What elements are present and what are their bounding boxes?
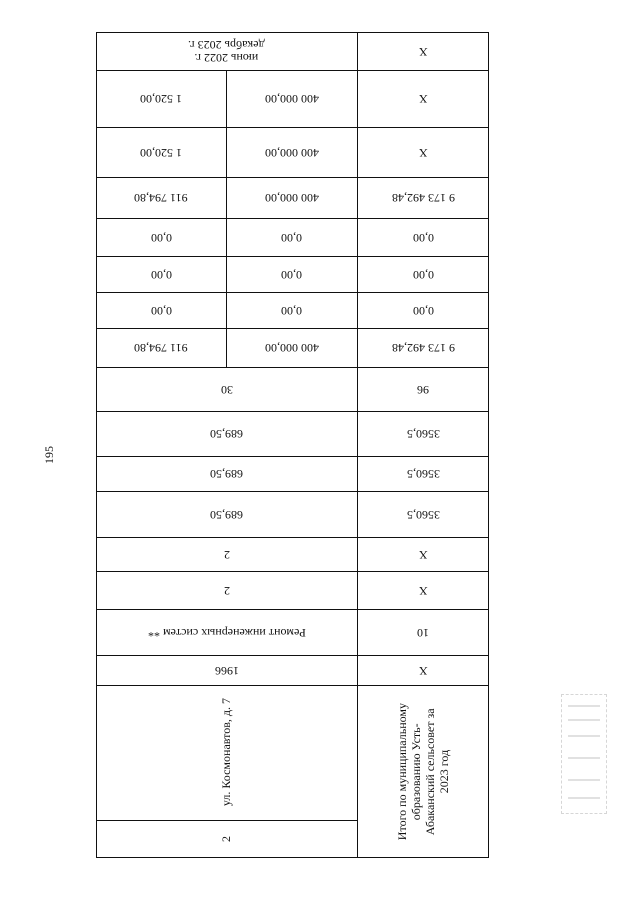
cell-text: 911 794,80 <box>134 191 188 205</box>
funds-region-budget <box>226 256 357 292</box>
cell-text: 0,00 <box>150 303 172 318</box>
cell-text: 1966 <box>214 663 239 678</box>
year-total <box>357 655 489 685</box>
cell-text: 3560,5 <box>406 467 440 481</box>
cell-text: 30 <box>220 382 233 397</box>
page-number <box>38 440 60 470</box>
cost-per-m2-other <box>96 70 226 127</box>
funds-total-other <box>96 177 226 218</box>
cell-text: 689,50 <box>210 427 243 441</box>
number-text: 2 <box>219 836 233 842</box>
year-value <box>96 655 357 685</box>
cell-text: 1 520,00 <box>140 145 182 160</box>
cell-text: X <box>418 145 428 160</box>
limit-cost-budget <box>226 127 357 177</box>
cell-text: 400 000,00 <box>264 145 319 160</box>
funds-fund-other <box>96 218 226 256</box>
funds-owners-budget <box>226 328 357 367</box>
cell-text: 689,50 <box>210 507 243 522</box>
cell-text: 2 <box>223 547 230 562</box>
area-owned-value <box>96 491 357 537</box>
address-text: ул. Космонавтов, д. 7 <box>219 698 233 807</box>
cell-text: 9 173 492,48 <box>391 191 455 205</box>
floors-value <box>96 571 357 609</box>
cell-text: 0,00 <box>281 303 302 318</box>
cell-text: 3560,5 <box>406 427 440 441</box>
cell-text: 10 <box>417 625 429 640</box>
cell-text: 911 794,80 <box>134 341 188 355</box>
cell-text: 689,50 <box>210 467 243 481</box>
funds-fund-total <box>357 218 489 256</box>
cell-text: 1 520,00 <box>140 92 182 106</box>
cell-text: 0,00 <box>150 230 172 245</box>
limit-cost-other <box>96 127 226 177</box>
area-total-total <box>357 411 489 456</box>
cell-text: 0,00 <box>281 230 302 245</box>
floors-total <box>357 571 489 609</box>
area-owned-total <box>357 491 489 537</box>
cell-text: 3560,5 <box>406 507 440 522</box>
funds-owners-other <box>96 328 226 367</box>
cell-text: 400 000,00 <box>264 341 319 355</box>
cell-text: X <box>418 547 428 562</box>
work-type-value <box>96 609 357 655</box>
residents-value <box>96 367 357 411</box>
period-text: июнь 2022 г. декабрь 2023 г. <box>188 38 265 65</box>
entrances-value <box>96 537 357 571</box>
cell-text: X <box>418 92 428 106</box>
cell-text: 400 000,00 <box>264 92 319 106</box>
cell-text: X <box>418 583 428 598</box>
work-type-total <box>357 609 489 655</box>
total-label-text: Итого по муниципальному образованию Усть- Абаканский сельсовет за 2023 год <box>395 702 451 841</box>
cell-text: 0,00 <box>150 267 172 282</box>
funds-local-other <box>96 292 226 328</box>
number-cell <box>96 820 357 858</box>
cell-text: 0,00 <box>281 267 302 282</box>
cell-text: 0,00 <box>412 303 434 318</box>
cost-per-m2-budget <box>226 70 357 127</box>
funds-local-total <box>357 292 489 328</box>
cell-text: 9 173 492,48 <box>391 341 455 355</box>
period-cell <box>96 32 357 70</box>
area-living-value <box>96 456 357 491</box>
funds-region-total <box>357 256 489 292</box>
limit-cost-total <box>357 127 489 177</box>
cell-text: Ремонт инженерных систем ** <box>147 625 306 640</box>
cost-per-m2-total <box>357 70 489 127</box>
funds-owners-total <box>357 328 489 367</box>
funds-total-total <box>357 177 489 218</box>
cell-text: X <box>418 663 428 678</box>
funds-fund-budget <box>226 218 357 256</box>
cell-text: 0,00 <box>412 230 434 245</box>
cell-text: 2 <box>223 583 230 598</box>
entrances-total <box>357 537 489 571</box>
period-total-text: X <box>418 44 428 59</box>
period-total-cell <box>357 32 489 70</box>
bleed-through-mark <box>561 694 607 814</box>
total-label-cell <box>357 685 489 858</box>
residents-total <box>357 367 489 411</box>
cell-text: 400 000,00 <box>264 191 319 205</box>
address-cell <box>96 685 357 820</box>
cell-text: 96 <box>417 382 429 397</box>
funds-local-budget <box>226 292 357 328</box>
funds-region-other <box>96 256 226 292</box>
area-living-total <box>357 456 489 491</box>
area-total-value <box>96 411 357 456</box>
funds-total-budget <box>226 177 357 218</box>
page-number-text: 195 <box>41 446 56 464</box>
cell-text: 0,00 <box>412 267 434 282</box>
